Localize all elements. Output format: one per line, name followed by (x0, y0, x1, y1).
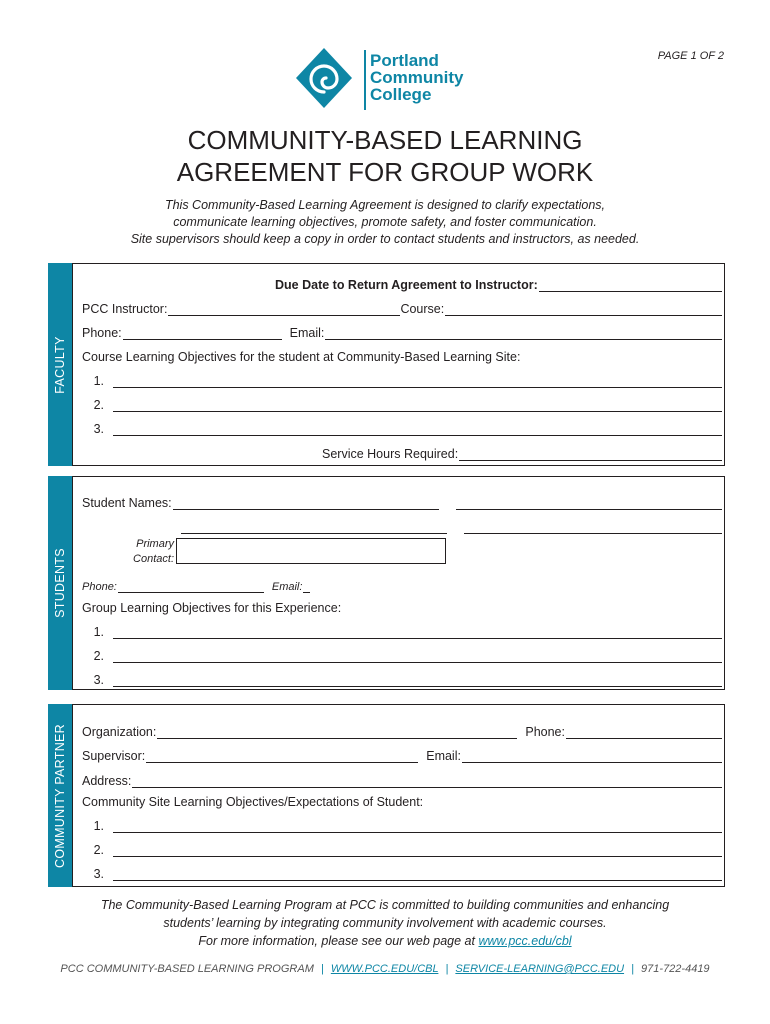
supervisor-field[interactable] (146, 751, 418, 763)
instructor-row: PCC Instructor: Course: (82, 300, 722, 316)
primary-contact-field[interactable] (176, 538, 446, 564)
logo-divider (364, 50, 366, 110)
address-field[interactable] (132, 776, 722, 788)
footer-web-link[interactable]: WWW.PCC.EDU/CBL (330, 963, 439, 975)
cbl-web-link[interactable]: www.pcc.edu/cbl (478, 934, 572, 948)
course-objective-3: 3. (82, 420, 722, 436)
group-objective-3-field[interactable] (113, 675, 722, 687)
partner-email-field[interactable] (462, 751, 722, 763)
faculty-tab: FACULTY (48, 263, 72, 466)
student-name-2-field[interactable] (456, 498, 722, 510)
service-hours-field[interactable] (459, 449, 722, 461)
group-objective-2-field[interactable] (113, 651, 722, 663)
students-tab: STUDENTS (48, 476, 72, 690)
site-objective-3: 3. (82, 865, 722, 881)
group-objective-3: 3. (82, 671, 722, 687)
faculty-email-field[interactable] (325, 328, 722, 340)
logo-wordmark: Portland Community College (370, 51, 464, 104)
site-objective-2: 2. (82, 841, 722, 857)
site-objective-1-field[interactable] (113, 821, 722, 833)
organization-field[interactable] (157, 727, 517, 739)
intro-text: This Community-Based Learning Agreement is designed to clarify expectations, communicate learning objectives, promote safety, and foster communication. Site supervisors should keep a copy in order to contact students and instructors, as needed. (130, 198, 640, 246)
instructor-field[interactable] (168, 304, 400, 316)
service-hours-row: Service Hours Required: (322, 445, 722, 461)
site-objective-1: 1. (82, 817, 722, 833)
group-objective-1-field[interactable] (113, 627, 722, 639)
supervisor-row: Supervisor: Email: (82, 747, 722, 763)
partner-phone-field[interactable] (566, 727, 722, 739)
student-name-3-field[interactable] (181, 522, 447, 534)
page-title: COMMUNITY-BASED LEARNING AGREEMENT FOR GROUP WORK (176, 125, 594, 187)
due-date-row: Due Date to Return Agreement to Instructor: (275, 276, 722, 292)
course-objective-2-field[interactable] (113, 400, 722, 412)
student-phone-field[interactable] (118, 581, 264, 593)
page-number: PAGE 1 OF 2 (657, 50, 724, 62)
course-field[interactable] (445, 304, 722, 316)
footer-statement: The Community-Based Learning Program at PCC is committed to building communities and enhancing students’ learning by integrating community involvement with academic courses. For more information, please see our web page at www.pcc.edu/cbl (100, 898, 670, 948)
faculty-phone-field[interactable] (123, 328, 282, 340)
footer-contact-bar: PCC COMMUNITY-BASED LEARNING PROGRAM | WWW.PCC.EDU/CBL | SERVICE-LEARNING@PCC.EDU | 971-722-4419 (60, 963, 710, 975)
course-objective-1-field[interactable] (113, 376, 722, 388)
student-names-row-2 (180, 518, 722, 534)
partner-tab: COMMUNITY PARTNER (48, 704, 72, 887)
group-objective-2: 2. (82, 647, 722, 663)
student-name-4-field[interactable] (464, 522, 722, 534)
group-objectives-label: Group Learning Objectives for this Experience: (82, 601, 342, 615)
group-objective-1: 1. (82, 623, 722, 639)
course-objective-1: 1. (82, 372, 722, 388)
student-email-field[interactable] (303, 581, 310, 593)
footer-email-link[interactable]: SERVICE-LEARNING@PCC.EDU (455, 963, 625, 975)
pcc-logo (294, 46, 484, 120)
site-objective-3-field[interactable] (113, 869, 722, 881)
primary-contact-label: Primary Contact: (133, 538, 174, 565)
course-objective-2: 2. (82, 396, 722, 412)
due-date-field[interactable] (539, 280, 722, 292)
footer-phone: 971-722-4419 (641, 963, 710, 975)
student-contact-row: Phone: Email: (82, 577, 310, 593)
student-name-1-field[interactable] (173, 498, 439, 510)
site-objectives-label: Community Site Learning Objectives/Expectations of Student: (82, 795, 424, 809)
course-objective-3-field[interactable] (113, 424, 722, 436)
site-objective-2-field[interactable] (113, 845, 722, 857)
pcc-spiral-logo-icon (294, 46, 354, 120)
course-objectives-label: Course Learning Objectives for the student at Community-Based Learning Site: (82, 350, 521, 364)
student-names-row: Student Names: (82, 494, 722, 510)
faculty-contact-row: Phone: Email: (82, 324, 722, 340)
organization-row: Organization: Phone: (82, 723, 722, 739)
address-row: Address: (82, 772, 722, 788)
